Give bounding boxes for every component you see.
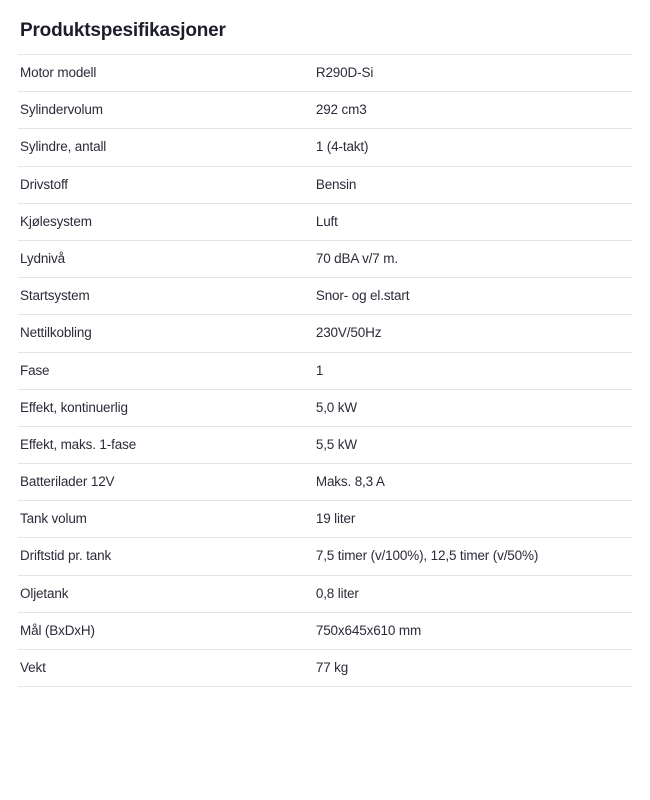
spec-value: 7,5 timer (v/100%), 12,5 timer (v/50%) (315, 548, 539, 564)
spec-label: Vekt (20, 660, 46, 675)
spec-value: 5,0 kW (315, 399, 357, 415)
spec-value: Maks. 8,3 A (315, 474, 385, 490)
spec-label: Batterilader 12V (20, 474, 115, 490)
spec-value: 1 (315, 362, 324, 378)
spec-value: 70 dBA v/7 m. (315, 250, 398, 266)
spec-value: Snor- og el.start (315, 288, 410, 304)
table-row (18, 650, 632, 687)
spec-value: 292 cm3 (315, 102, 367, 118)
table-row (18, 129, 632, 166)
table-row (18, 575, 632, 612)
table-row (18, 240, 632, 277)
table-row (18, 352, 632, 389)
spec-value: 77 kg (315, 660, 349, 675)
spec-label: Oljetank (20, 585, 69, 601)
table-row (18, 464, 632, 501)
table-row (18, 278, 632, 315)
specifications-table-body (18, 55, 632, 687)
spec-label: Sylindervolum (20, 102, 103, 118)
spec-label: Drivstoff (20, 176, 68, 192)
table-row (18, 315, 632, 352)
spec-label: Effekt, maks. 1-fase (20, 436, 137, 452)
spec-label: Driftstid pr. tank (20, 548, 112, 564)
spec-value: 0,8 liter (315, 585, 359, 601)
table-row (18, 203, 632, 240)
table-row (18, 538, 632, 575)
table-row (18, 426, 632, 463)
table-row (18, 501, 632, 538)
spec-value: 1 (4-takt) (315, 139, 369, 155)
page-title: Produktspesifikasjoner (20, 20, 226, 41)
spec-value: 750x645x610 mm (315, 622, 422, 638)
spec-label: Sylindre, antall (20, 139, 107, 155)
spec-label: Mål (BxDxH) (20, 622, 95, 638)
spec-label: Nettilkobling (20, 325, 92, 341)
table-row (18, 389, 632, 426)
spec-label: Lydnivå (20, 250, 65, 266)
spec-value: Bensin (315, 176, 357, 192)
spec-value: Luft (315, 213, 338, 229)
spec-label: Kjølesystem (20, 213, 92, 229)
specifications-table (18, 54, 632, 687)
table-row (18, 166, 632, 203)
spec-value: R290D-Si (315, 65, 374, 80)
spec-label: Tank volum (20, 511, 87, 527)
spec-label: Motor modell (20, 65, 97, 80)
spec-label: Fase (20, 362, 50, 378)
spec-value: 19 liter (315, 511, 356, 527)
table-row (18, 92, 632, 129)
spec-label: Effekt, kontinuerlig (20, 399, 128, 415)
table-row (18, 612, 632, 649)
table-row (18, 55, 632, 92)
spec-label: Startsystem (20, 288, 90, 304)
spec-value: 230V/50Hz (315, 325, 382, 341)
spec-value: 5,5 kW (315, 436, 357, 452)
